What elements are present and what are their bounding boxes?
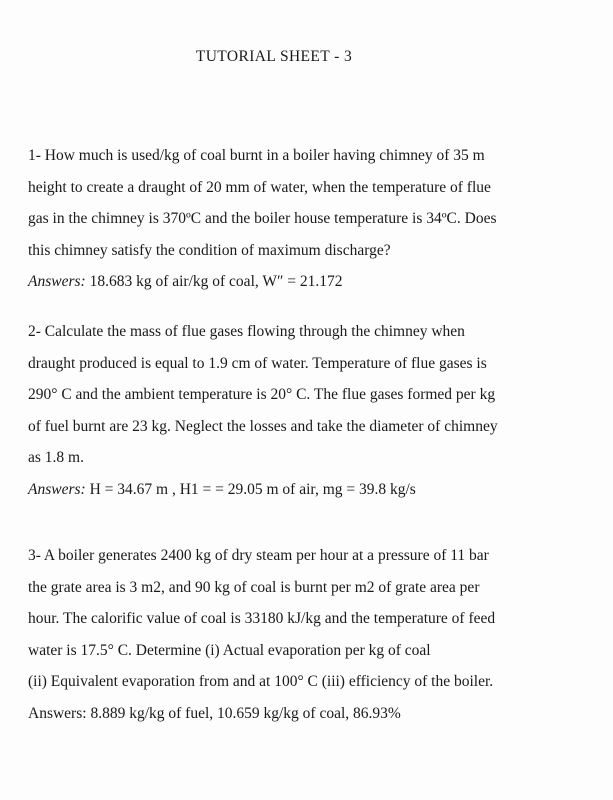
question-1-line: gas in the chimney is 370ºC and the boiler house temperature is 34ºC. Does bbox=[28, 210, 497, 227]
question-2-line: draught produced is equal to 1.9 cm of water. Temperature of flue gases is bbox=[28, 354, 487, 372]
question-1-answer bbox=[28, 266, 574, 298]
question-1-line: this chimney satisfy the condition of maximum discharge? bbox=[28, 241, 391, 259]
answer-label: Answers: bbox=[28, 273, 86, 290]
question-3 bbox=[28, 540, 574, 729]
answer-text: 8.889 kg/kg of fuel, 10.659 kg/kg of coal, 86.93% bbox=[90, 704, 401, 722]
answer-label: Answers: bbox=[28, 704, 87, 722]
question-2-line: as 1.8 m. bbox=[28, 449, 84, 466]
answer-text: H = 34.67 m , H1 = = 29.05 m of air, mg = 39.8 kg/s bbox=[89, 480, 416, 498]
question-1-line: height to create a draught of 20 mm of water, when the temperature of flue bbox=[28, 178, 491, 196]
question-2-line: 290° C and the ambient temperature is 20° C. The flue gases formed per kg bbox=[28, 386, 496, 403]
sheet-title: TUTORIAL SHEET - 3 bbox=[195, 48, 353, 65]
question-1-line: 1- How much is used/kg of coal burnt in a boiler having chimney of 35 m bbox=[28, 147, 485, 164]
question-2-line: 2- Calculate the mass of flue gases flowing through the chimney when bbox=[28, 323, 465, 340]
answer-label: Answers: bbox=[28, 480, 86, 498]
question-3-line: (ii) Equivalent evaporation from and at 100° C (iii) efficiency of the boiler. bbox=[28, 673, 494, 690]
question-2 bbox=[28, 316, 574, 505]
question-3-line: water is 17.5° C. Determine (i) Actual evaporation per kg of coal bbox=[28, 641, 431, 659]
question-3-line: the grate area is 3 m2, and 90 kg of coal is burnt per m2 of grate area per bbox=[28, 578, 480, 596]
question-2-answer bbox=[28, 474, 574, 506]
question-3-line: hour. The calorific value of coal is 33180 kJ/kg and the temperature of feed bbox=[28, 610, 496, 627]
question-3-line: 3- A boiler generates 2400 kg of dry steam per hour at a pressure of 11 bar bbox=[28, 547, 489, 564]
question-3-answer bbox=[28, 698, 574, 730]
question-2-line: of fuel burnt are 23 kg. Neglect the losses and take the diameter of chimney bbox=[28, 417, 498, 435]
answer-text: 18.683 kg of air/kg of coal, W″ = 21.172 bbox=[89, 273, 343, 290]
question-1 bbox=[28, 140, 574, 298]
